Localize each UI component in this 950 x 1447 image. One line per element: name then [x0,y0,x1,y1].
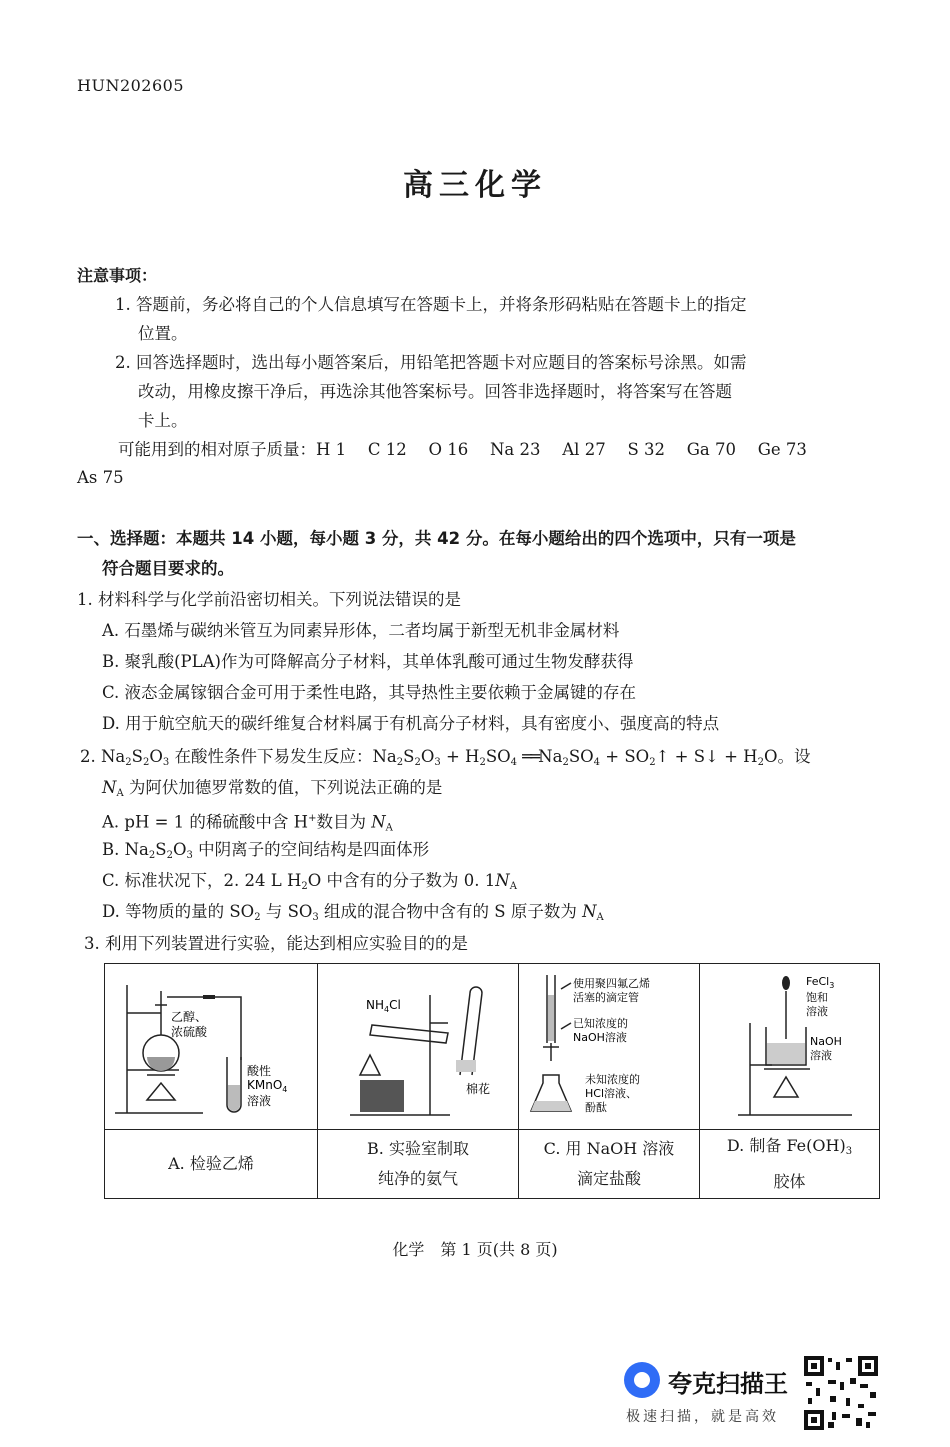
q1-option-b: B. 聚乳酸(PLA)作为可降解高分子材料，其单体乳酸可通过生物发酵获得 [102,652,634,671]
label-hcl1: 未知浓度的 [585,1072,640,1086]
notice-item-1-line1: 1. 答题前，务必将自己的个人信息填写在答题卡上，并将条形码粘贴在答题卡上的指定 [115,295,747,314]
label-hcl3: 酚酞 [585,1100,607,1114]
atomic-masses-line2: As 75 [77,468,124,487]
q2-stem-line1: 2. $Na_2S_2O_3$ 在酸性条件下易发生反应：$Na_2S_2O_3 + H_2SO_4$ $══Na_2SO_4$ + $SO_2↑$ + S↓ + $H_2O$。设 [80,747,811,768]
exam-code: HUN202605 [77,76,185,95]
notice-item-1-line2: 位置。 [138,324,188,343]
caption-a: A. 检验乙烯 [105,1130,318,1199]
label-cotton: 棉花 [466,1081,491,1096]
q1-option-c: C. 液态金属镓铟合金可用于柔性电路，其导热性主要依赖于金属键的存在 [102,683,637,702]
apparatus-d-cell [700,964,880,1130]
apparatus-b-cell [318,964,519,1130]
q2-option-d: D. 等物质的量的 $SO_2$ 与 $SO_3$ 组成的混合物中含有的 S 原子数为 $N_A$ [102,902,604,923]
label-soln-a: 溶液 [247,1093,272,1108]
q1-option-a: A. 石墨烯与碳纳米管互为同素异形体，二者均属于新型无机非金属材料 [102,621,620,640]
section-heading-line2: 符合题目要求的。 [102,559,234,578]
q2-option-a: A. pH = 1 的稀硫酸中含 H+数目为 $N_A$ [102,812,393,834]
atomic-masses-line1: 可能用到的相对原子质量：H 1 C 12 O 16 Na 23 Al 27 S 32 Ga 70 Ge 73 [118,440,807,459]
notice-item-2-line1: 2. 回答选择题时，选出每小题答案后，用铅笔把答题卡对应题目的答案标号涂黑。如需 [115,353,747,372]
brand-tagline: 极速扫描，就是高效 [626,1409,779,1425]
notice-heading: 注意事项： [77,266,158,285]
label-naoh2: NaOH溶液 [573,1030,627,1044]
svg-text:KMnO4: KMnO$_4$ [247,1077,288,1094]
caption-c: C. 用 NaOH 溶液 滴定盐酸 [519,1130,700,1199]
label-soln-d1: 溶液 [805,1004,828,1018]
label-h2so4: 浓硫酸 [171,1024,208,1039]
quark-logo-icon [624,1362,660,1398]
label-ethanol: 乙醇、 [171,1009,208,1024]
label-fecl3: FeCl [805,974,829,988]
label-soln-d2: 溶液 [809,1048,832,1062]
apparatus-c-diagram [521,965,697,1125]
svg-text:FeCl3: FeCl$_3$ [805,974,834,990]
q2-stem-line2: $N_A$ 为阿伏加德罗常数的值，下列说法正确的是 [102,778,443,799]
caption-d: D. 制备 $Fe(OH)_3$ 胶体 [700,1130,880,1199]
label-burette2: 活塞的滴定管 [573,990,639,1004]
brand-name: 夸克扫描王 [668,1370,788,1398]
label-hcl2: HCl溶液、 [585,1086,638,1100]
svg-text:NH4Cl: $NH_4Cl$ [366,997,401,1014]
label-saturated: 饱和 [805,990,828,1004]
caption-b: B. 实验室制取 纯净的氨气 [318,1130,519,1199]
apparatus-d-diagram [702,965,878,1125]
apparatus-c-cell [519,964,700,1130]
q1-stem: 1. 材料科学与化学前沿密切相关。下列说法错误的是 [77,590,461,609]
q3-stem: 3. 利用下列装置进行实验，能达到相应实验目的的是 [84,934,468,953]
notice-item-2-line3: 卡上。 [138,411,188,430]
page-footer: 化学 第 1 页(共 8 页) [392,1240,558,1259]
q3-apparatus-table [104,963,880,1199]
label-acidic: 酸性 [247,1063,272,1078]
q1-option-d: D. 用于航空航天的碳纤维复合材料属于有机高分子材料，具有密度小、强度高的特点 [102,714,720,733]
apparatus-b-diagram [320,965,516,1125]
label-kmno4: KMnO [247,1077,283,1092]
q2-option-c: C. 标准状况下，2. 24 L $H_2O$ 中含有的分子数为 0. $1N_A$ [102,871,517,892]
label-burette1: 使用聚四氟乙烯 [573,976,650,990]
label-naoh-d: NaOH [809,1034,842,1048]
section-heading-line1: 一、选择题：本题共 14 小题，每小题 3 分，共 42 分。在每小题给出的四个选项中，只有一项是 [77,529,796,548]
apparatus-a-cell [105,964,318,1130]
q2-option-b: B. $Na_2S_2O_3$ 中阴离子的空间结构是四面体形 [102,840,430,861]
label-nh4cl: NH [366,997,384,1012]
label-naoh1: 已知浓度的 [573,1016,628,1030]
apparatus-a-diagram [107,965,315,1125]
qr-code-icon [804,1356,878,1430]
page-title: 高三化学 [403,168,547,203]
notice-item-2-line2: 改动，用橡皮擦干净后，再选涂其他答案标号。回答非选择题时，将答案写在答题 [138,382,732,401]
